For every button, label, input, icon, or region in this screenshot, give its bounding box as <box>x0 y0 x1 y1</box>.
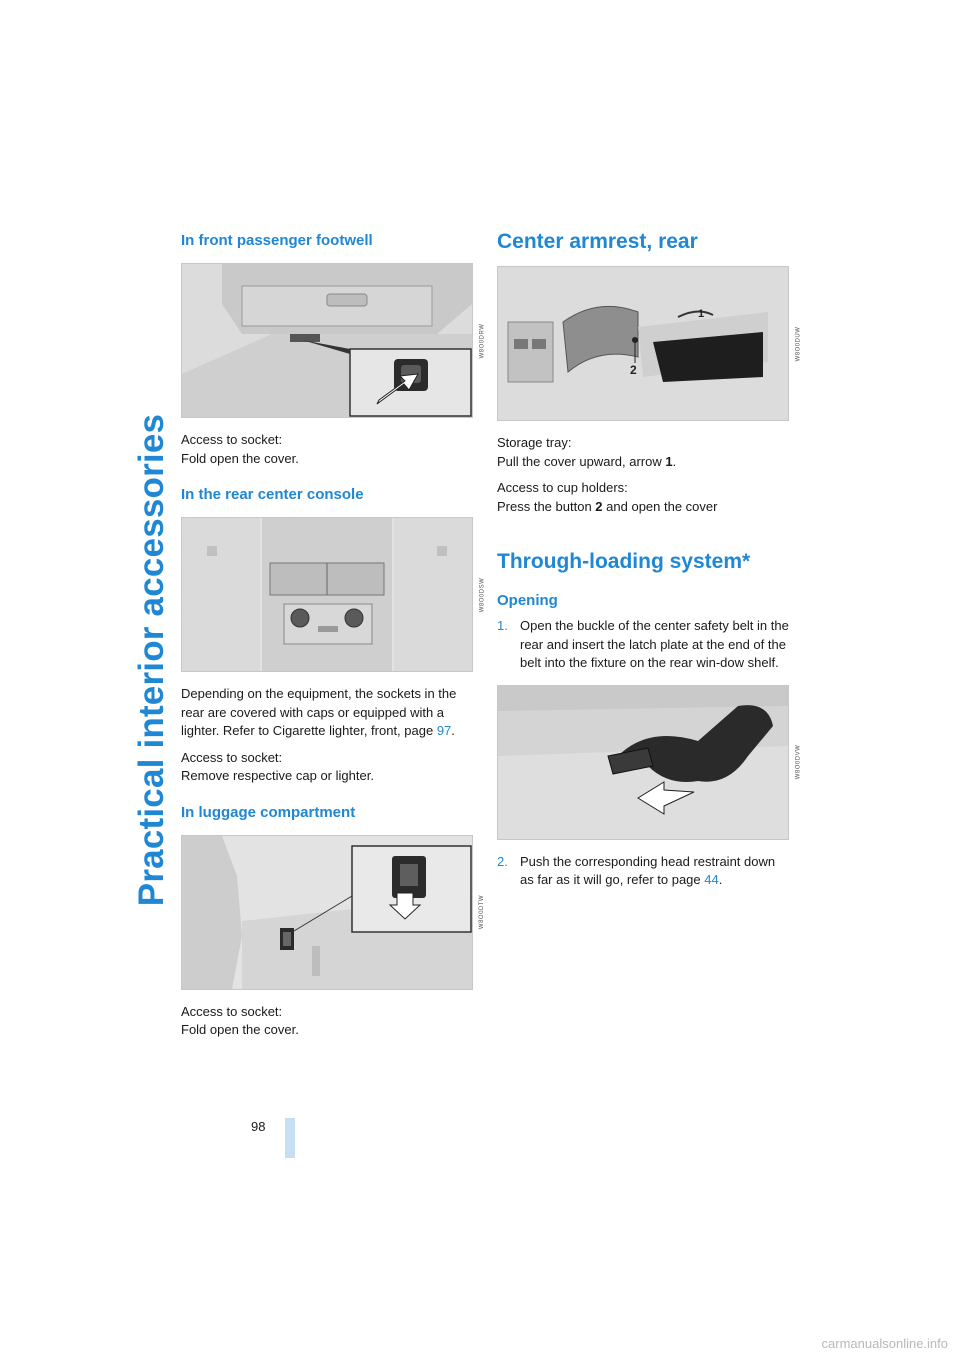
figure-code: W8O0DRW <box>479 323 486 358</box>
list-item: 2. Push the corresponding head restraint down as far as it will go, refer to page 44. <box>497 853 776 887</box>
footer-watermark: carmanualsonline.info <box>821 1336 948 1351</box>
paragraph: Depending on the equipment, the sockets in the rear are covered with caps or equipped with a lighter. Refer to Cigarette lighter, front, page 97. <box>181 686 457 738</box>
section-center-armrest-rear <box>497 230 801 516</box>
section-front-passenger-footwell <box>181 232 486 468</box>
section-rear-center-console <box>181 486 486 786</box>
left-column <box>181 232 486 1040</box>
paragraph: Pull the cover upward, arrow 1. <box>497 453 677 469</box>
section-heading: In front passenger footwell <box>181 232 373 249</box>
paragraph: Storage tray: <box>497 435 572 450</box>
page-number: 98 <box>251 1119 266 1134</box>
section-heading: In luggage compartment <box>181 803 356 821</box>
paragraph: Fold open the cover. <box>181 450 299 466</box>
figure-code: W8O0DSW <box>479 577 486 612</box>
right-column <box>497 230 802 890</box>
page-marker-bar <box>285 1118 295 1158</box>
belt-latch-illustration <box>497 685 802 840</box>
rear-console-sockets-illustration <box>181 517 486 672</box>
page-link-97[interactable]: 97 <box>436 723 452 738</box>
paragraph: Access to cup holders: <box>497 480 628 495</box>
paragraph: Access to socket: <box>181 749 283 765</box>
luggage-socket-illustration <box>181 835 486 990</box>
section-through-loading-system <box>497 550 802 890</box>
section-heading: In the rear center console <box>181 486 364 503</box>
section-heading: Through-loading system* <box>497 550 751 573</box>
paragraph: Press the button 2 and open the cover <box>497 498 718 514</box>
figure-code: W8O0DUW <box>795 326 801 361</box>
paragraph: Access to socket: <box>181 1003 283 1019</box>
svg-text:1: 1 <box>698 308 705 320</box>
svg-text:2: 2 <box>630 363 637 377</box>
steps-list <box>497 617 789 673</box>
figure-code: W8O0DTW <box>479 894 486 930</box>
footwell-socket-illustration <box>181 263 486 418</box>
page-link-44[interactable]: 44 <box>704 872 719 887</box>
subsection-heading: Opening <box>497 592 558 609</box>
paragraph: Fold open the cover. <box>181 1022 299 1037</box>
figure-code: W8O0DVW <box>795 744 802 780</box>
armrest-illustration <box>497 266 801 421</box>
list-item: 1. Open the buckle of the center safety belt in the rear and insert the latch plate at the end of the belt into the fixture on the rear win-dow shelf. <box>497 618 789 670</box>
steps-list <box>497 853 789 890</box>
section-heading: Center armrest, rear <box>497 230 698 253</box>
paragraph: Remove respective cap or lighter. <box>181 768 374 783</box>
section-luggage-compartment <box>181 803 486 1040</box>
chapter-side-title: Practical interior accessories <box>132 413 171 907</box>
paragraph: Access to socket: <box>181 432 283 447</box>
